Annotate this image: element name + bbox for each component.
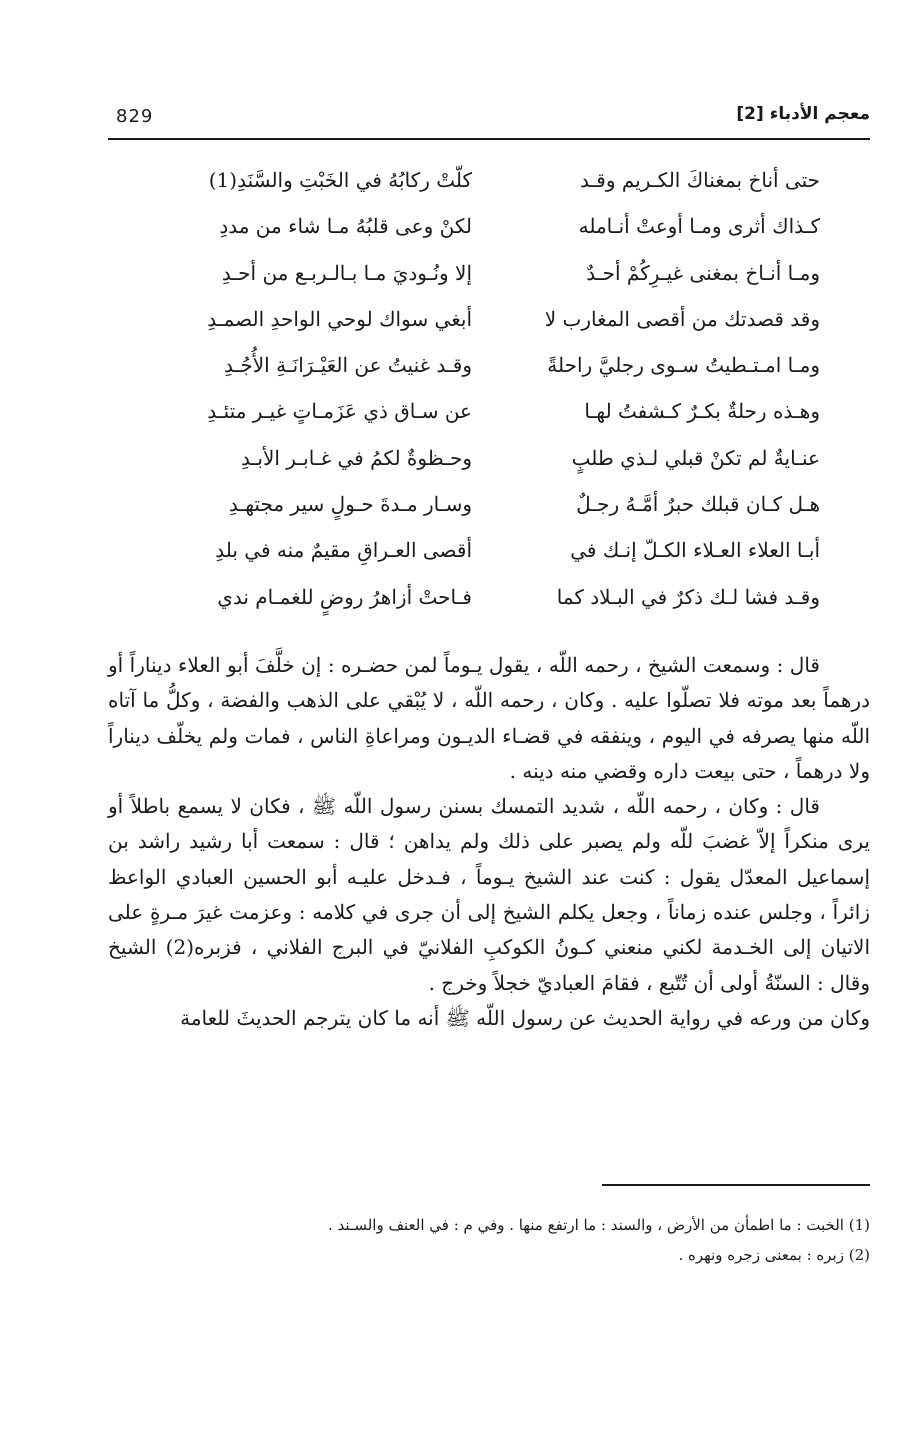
- poem-verse: [108, 301, 870, 347]
- prose-paragraph: قال : وكان ، رحمه اللّه ، شديد التمسك بسنن رسول اللّه ﷺ ، فكان لا يسمع باطلاً أو يرى منكراً إلاّ غضبَ للّه ولم يصبر على ذلك ولم يداهن ؛ قال : سمعت أبا رشيد راشد بن إسماعيل المعدّل يقول : كنت عند الشيخ يـوماً ، فـدخل عليـه أبو الحسين العبادي الواعظ زائراً ، وجلس عنده زماناً ، وجعل يكلم الشيخ إلى أن جرى في كلامه : وعزمت غيرَ مـرةٍ على الاتيان إلى الخـدمة لكني منعني كـونُ الكوكبِ الفلانيّ في البرج الفلاني ، فزبره(2) الشيخ وقال : السنّةُ أولى أن تُتّبع ، فقامَ العباديّ خجلاً وخرج .: [108, 794, 870, 995]
- verse-first-half: وهـذه رحلةٌ بكـرٌ كـشفتُ لهـا: [584, 399, 820, 424]
- verse-first-half: هـل كـان قبلك حبرٌ أمَّـهُ رجـلٌ: [576, 492, 820, 517]
- footnote-divider: [602, 1184, 870, 1186]
- verse-second-half: أقصى العـراقِ مقيمٌ منه في بلدِ: [215, 538, 472, 563]
- page-number: 829: [116, 106, 154, 127]
- poem-verse: [108, 486, 870, 532]
- verse-first-half: حتى أناخ بمغناكَ الكـريم وقـد: [579, 168, 820, 192]
- verse-second-half: إلا ونُـوديَ مـا بـالـربـع من أحـدِ: [221, 260, 472, 285]
- verse-first-half: كـذاك أثرى ومـا أوعتْ أنـامله: [578, 214, 820, 239]
- poem-verse: [108, 440, 870, 486]
- poem-verse: [108, 393, 870, 439]
- prose-paragraph: قال : وسمعت الشيخ ، رحمه اللّه ، يقول يـوماً لمن حضـره : إن خلَّفَ أبو العلاء ديناراً أو درهماً بعد موته فلا تصلّوا عليه . وكان ، رحمه اللّه ، لا يُبْقي على الذهب والفضة ، وكلُّ ما آتاه اللّه منها يصرفه في اليوم ، وينفقه في قضـاء الديـون ومراعاةِ الناس ، فمات ولم يخلّف ديناراً ولا درهماً ، حتى بيعت داره وقضي منه دينه .: [108, 653, 870, 783]
- poem-verse: [108, 208, 870, 254]
- verse-second-half: وسـار مـدةَ حـولٍ سير مجتهـدِ: [228, 492, 472, 517]
- verse-second-half: عن سـاق ذي عَزَمـاتٍ غيـر متئـدِ: [207, 399, 472, 424]
- poem-verse: [108, 162, 870, 208]
- verse-first-half: وقـد فشا لـك ذكرٌ في البـلاد كما: [556, 584, 820, 609]
- verse-second-half: كلّتْ ركابُهُ في الخَبْتِ والسَّنَدِ(1): [208, 168, 472, 192]
- running-title: معجم الأدباء [2]: [736, 104, 870, 124]
- verse-second-half: أبغي سواك لوحي الواحدِ الصمـدِ: [207, 306, 472, 331]
- verse-first-half: عنـايةٌ لم تكنْ قبلي لـذي طلبٍ: [571, 445, 820, 470]
- verse-first-half: ومـا امـتـطيتُ سـوى رجليَّ راحلةً: [547, 353, 820, 378]
- page-header: [108, 92, 870, 140]
- prose-body: [108, 648, 870, 1036]
- verse-first-half: ومـا أنـاخ بمغنى غيـرِكُمْ أحـدٌ: [586, 260, 820, 285]
- verse-second-half: فـاحتْ أزاهرُ روضٍ للغمـام ندي: [217, 584, 472, 609]
- poem-verse: [108, 255, 870, 301]
- footnote: (2) زبره : بمعنى زجره ونهره .: [678, 1246, 870, 1264]
- verse-second-half: وحـظوةٌ لكمُ في غـابـر الأبـدِ: [241, 445, 472, 470]
- verse-second-half: وقـد غنيتُ عن العَيْـرَانَـةِ الأُجُـدِ: [224, 353, 472, 378]
- poem-verse: [108, 532, 870, 578]
- verse-first-half: وقد قصدتك من أقصى المغارب لا: [544, 306, 820, 331]
- poem: [108, 162, 870, 625]
- footnote: (1) الخبت : ما اطمأن من الأرض ، والسند : ما ارتفع منها . وفي م : في العنف والسـند .: [328, 1216, 870, 1234]
- verse-second-half: لكنْ وعى قلبُهُ مـا شاء من مددِ: [219, 214, 472, 239]
- footnotes: [108, 1210, 870, 1270]
- poem-verse: [108, 579, 870, 625]
- poem-verse: [108, 347, 870, 393]
- verse-first-half: أبـا العلاء العـلاء الكـلّ إنـك في: [570, 538, 820, 563]
- prose-paragraph: وكان من ورعه في رواية الحديث عن رسول اللّه ﷺ أنه ما كان يترجم الحديثَ للعامة: [180, 1005, 870, 1030]
